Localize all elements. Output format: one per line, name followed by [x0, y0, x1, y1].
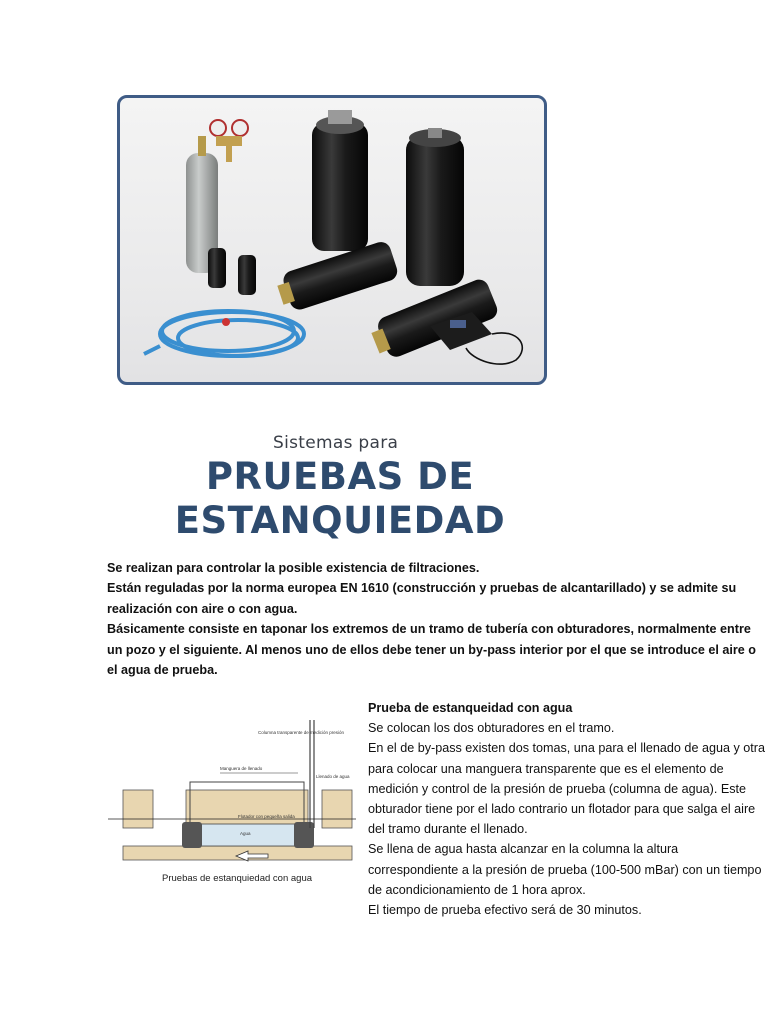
page-title — [160, 455, 520, 543]
label-float: Flotador con pequeña salida — [238, 814, 295, 819]
section-heading: Prueba de estanqueidad con agua — [368, 701, 573, 715]
title-line: ESTANQUIEDAD — [174, 499, 506, 542]
water-test-section — [368, 698, 766, 920]
label-water: Agua — [240, 831, 251, 836]
label-filling: Llenado de agua — [316, 774, 350, 779]
section-paragraph: Se colocan los dos obturadores en el tramo. — [368, 721, 615, 736]
soil-block — [186, 790, 308, 828]
product-illustration — [120, 98, 544, 382]
vertical-plug — [406, 128, 464, 286]
section-paragraph: En el de by-pass existen dos tomas, una para el llenado de agua y otra para colocar una manguera transparente que es el elemento de medición y control de la presión de prueba (columna de agua). Este obturador tiene por el lado contrario un flotador para que salga el aire del tramo durante el llenado. — [368, 741, 765, 837]
small-plug — [238, 255, 256, 295]
water-test-diagram — [108, 718, 356, 890]
intro-text — [107, 558, 767, 680]
label-hose: Manguera de llenado — [220, 766, 263, 771]
vertical-plug — [312, 110, 368, 251]
diagram-drawing — [108, 718, 356, 868]
valve — [222, 318, 230, 326]
soil-block — [123, 846, 352, 860]
small-plug — [208, 248, 226, 288]
title-kicker: Sistemas para — [273, 433, 399, 453]
plug — [294, 822, 314, 848]
blue-hose — [144, 311, 304, 356]
label-column: Columna transparente de medición presión — [258, 730, 345, 735]
title-line: PRUEBAS DE — [205, 455, 475, 498]
soil-block — [322, 790, 352, 828]
product-photo — [117, 95, 547, 385]
intro-line: Básicamente consiste en taponar los extremos de un tramo de tubería con obturadores, normalmente entre un pozo y el siguiente. Al menos uno de ellos debe tener un by-pass interior por el que se introduce el aire o el agua de prueba. — [107, 622, 756, 678]
intro-line: Están reguladas por la norma europea EN 1610 (construcción y pruebas de alcantarillado) y se admite su realización con aire o con agua. — [107, 581, 737, 616]
section-paragraph: El tiempo de prueba efectivo será de 30 minutos. — [368, 903, 642, 918]
diagram-caption: Pruebas de estanquiedad con agua — [162, 873, 313, 884]
horizontal-plug — [368, 277, 501, 363]
intro-line: Se realizan para controlar la posible existencia de filtraciones. — [107, 561, 480, 575]
plug — [182, 822, 202, 848]
soil-block — [123, 790, 153, 828]
section-paragraph: Se llena de agua hasta alcanzar en la columna la altura correspondiente a la presión de prueba (100-500 mBar) con un tiempo de acondicionamiento de 1 hora aprox. — [368, 842, 762, 897]
